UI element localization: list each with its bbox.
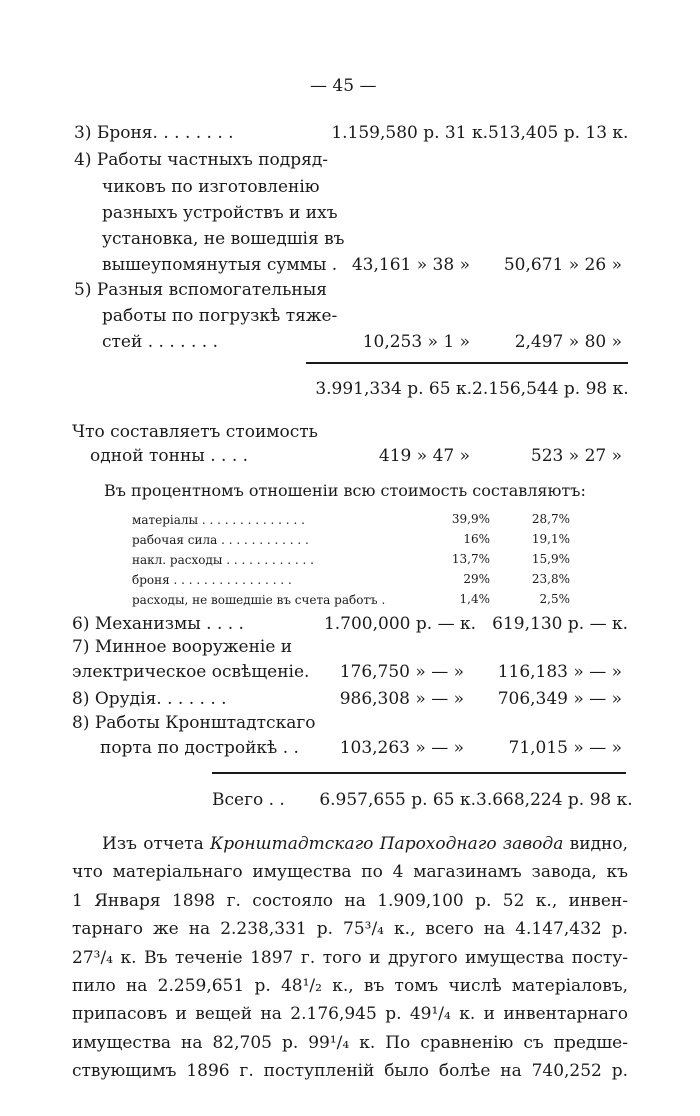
item-5-value-1: 10,253 » 1 » <box>362 332 470 352</box>
item-8-guns-value-1: 986,308 » — » <box>339 689 464 709</box>
body-paragraph <box>72 830 628 1086</box>
total-rule <box>212 772 626 774</box>
item-4-label-line: разныхъ устройствъ и ихъ <box>102 203 338 223</box>
ton-cost-value-2: 523 » 27 » <box>530 446 622 466</box>
percent-row-value-2: 2,5% <box>539 592 570 606</box>
item-4-value-1: 43,161 » 38 » <box>351 255 470 275</box>
factory-name: Кронштадтскаго Пароходнаго завода <box>210 834 564 854</box>
paragraph-line: имущества на 82,705 р. 99¹/₄ к. По сравненію съ предше- <box>72 1032 628 1053</box>
item-5-label-line: 5) Разныя вспомогательныя <box>74 280 327 300</box>
item-8-port-value-1: 103,263 » — » <box>339 738 464 758</box>
paragraph-line: Изъ отчета Кронштадтскаго Пароходнаго завода видно, <box>102 834 629 854</box>
item-4-label-line: 4) Работы частныхъ подряд- <box>74 150 329 170</box>
paragraph-line: что матеріальнаго имущества по 4 магазинамъ завода, къ <box>72 862 628 883</box>
paragraph-line: 1 Января 1898 г. состояло на 1.909,100 р. 52 к., инвен- <box>72 890 628 911</box>
paragraph-line: тарнаго же на 2.238,331 р. 75³/₄ к., всего на 4.147,432 р. <box>72 919 628 940</box>
item-3-value-2: 513,405 р. 13 к. <box>488 123 629 143</box>
total-value-2: 3.668,224 р. 98 к. <box>476 790 633 810</box>
percent-row-value-1: 1,4% <box>459 592 490 606</box>
percent-row-value-1: 16% <box>463 532 490 546</box>
item-3-value-1: 1.159,580 р. 31 к. <box>331 123 488 143</box>
item-7-value-2: 116,183 » — » <box>497 662 622 682</box>
item-6-value-1: 1.700,000 р. — к. <box>323 614 476 634</box>
item-4-value-2: 50,671 » 26 » <box>503 255 622 275</box>
ton-cost-value-1: 419 » 47 » <box>378 446 470 466</box>
percent-heading: Въ процентномъ отношеніи всю стоимость составляютъ: <box>104 481 586 500</box>
percent-row-value-2: 28,7% <box>531 512 570 526</box>
item-5-label-line: работы по погрузкѣ тяже- <box>102 306 338 326</box>
percent-row-value-2: 19,1% <box>531 532 570 546</box>
item-6-label: 6) Механизмы . . . . <box>72 614 244 634</box>
total-label: Всего . . <box>212 790 285 810</box>
item-7-value-1: 176,750 » — » <box>339 662 464 682</box>
paragraph-line: пило на 2.259,651 р. 48¹/₂ к., въ томъ числѣ матеріаловъ, <box>72 976 628 997</box>
paragraph-line: 27³/₄ к. Въ теченіе 1897 г. того и другого имущества посту- <box>72 947 628 968</box>
percent-row-label: броня . . . . . . . . . . . . . . . . <box>132 573 292 587</box>
item-5-value-2: 2,497 » 80 » <box>514 332 622 352</box>
item-4-label-line: чиковъ по изготовленію <box>102 177 320 197</box>
percent-row-label: накл. расходы . . . . . . . . . . . . <box>132 553 314 567</box>
item-3-label: 3) Броня. . . . . . . . <box>74 123 234 143</box>
item-8-port-value-2: 71,015 » — » <box>508 738 622 758</box>
percent-row-value-2: 23,8% <box>531 572 570 586</box>
item-4-label-line: вышеупомянутыя суммы . <box>102 255 338 275</box>
item-4-label-line: установка, не вошедшія въ <box>102 229 345 249</box>
item-8-port-label-line: 8) Работы Кронштадтскаго <box>72 713 316 733</box>
item-5-label-line: стей . . . . . . . <box>102 332 218 352</box>
ton-cost-label-line: Что составляетъ стоимость <box>72 422 318 442</box>
subtotal-value-1: 3.991,334 р. 65 к. <box>315 379 472 399</box>
ton-cost-label-line: одной тонны . . . . <box>90 446 249 466</box>
total-value-1: 6.957,655 р. 65 к. <box>319 790 476 810</box>
percent-row-value-1: 39,9% <box>451 512 490 526</box>
percent-row-value-1: 29% <box>463 572 490 586</box>
item-8-port-label-line: порта по достройкѣ . . <box>100 738 299 758</box>
percent-row-label: рабочая сила . . . . . . . . . . . . <box>132 533 309 547</box>
percent-row-label: расходы, не вошедшіе въ счета работъ . <box>132 593 386 607</box>
percent-row-value-1: 13,7% <box>451 552 490 566</box>
item-7-label-line: электрическое освѣщеніе. <box>72 662 310 682</box>
paragraph-line: припасовъ и вещей на 2.176,945 р. 49¹/₄ к. и инвентарнаго <box>72 1004 628 1025</box>
paragraph-line: ствующимъ 1896 г. поступленій было болѣе на 740,252 р. <box>72 1061 628 1082</box>
subtotal-rule <box>306 362 628 364</box>
subtotal-value-2: 2.156,544 р. 98 к. <box>472 379 629 399</box>
item-8-guns-label: 8) Орудія. . . . . . . <box>72 689 227 709</box>
percent-row-label: матеріалы . . . . . . . . . . . . . . <box>132 513 305 527</box>
item-8-guns-value-2: 706,349 » — » <box>497 689 622 709</box>
item-7-label-line: 7) Минное вооруженіе и <box>72 637 293 657</box>
page-number: — 45 — <box>310 76 377 96</box>
percent-row-value-2: 15,9% <box>531 552 570 566</box>
item-6-value-2: 619,130 р. — к. <box>492 614 628 634</box>
